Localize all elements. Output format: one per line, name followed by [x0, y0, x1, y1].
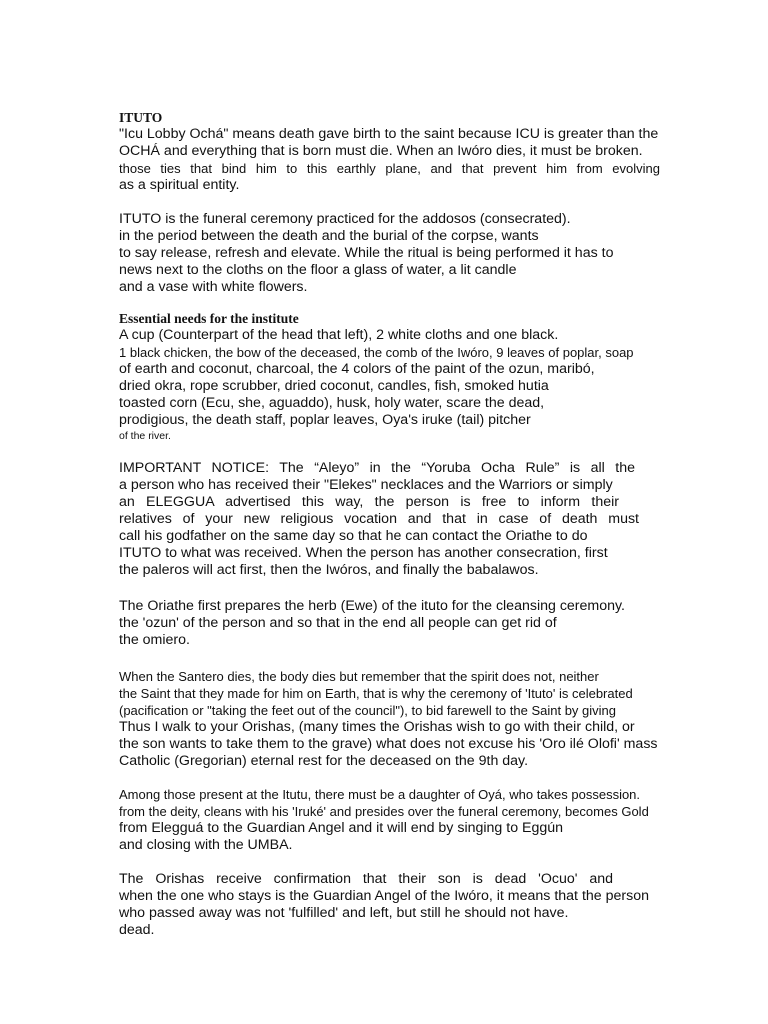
text-line: (pacification or "taking the feet out of the council"), to bid farewell to the Saint by giving	[119, 703, 617, 718]
text-line: those ties that bind him to this earthly plane, and that prevent him from evolving	[119, 161, 660, 176]
orishas-confirmation-paragraph	[119, 871, 719, 939]
text-line: the omiero.	[119, 632, 190, 648]
text-line: When the Santero dies, the body dies but remember that the spirit does not, neither	[119, 669, 599, 684]
text-line: OCHÁ and everything that is born must die. When an Iwóro dies, it must be broken.	[119, 143, 643, 159]
intro-paragraph	[119, 126, 719, 194]
text-line: the 'ozun' of the person and so that in the end all people can get rid of	[119, 615, 557, 631]
section-subheading: Essential needs for the institute	[119, 311, 299, 326]
text-line: A cup (Counterpart of the head that left), 2 white cloths and one black.	[119, 327, 559, 343]
text-line: the Saint that they made for him on Earth, that is why the ceremony of 'Ituto' is celebrated	[119, 686, 633, 701]
text-line: from Elegguá to the Guardian Angel and it will end by singing to Eggún	[119, 820, 564, 836]
text-line: "Icu Lobby Ochá" means death gave birth to the saint because ICU is greater than the	[119, 126, 659, 142]
text-line: ITUTO is the funeral ceremony practiced for the addosos (consecrated).	[119, 211, 571, 227]
text-line: toasted corn (Ecu, she, aguaddo), husk, holy water, scare the dead,	[119, 395, 545, 411]
text-line: the son wants to take them to the grave) what does not excuse his 'Oro ilé Olofi' mass	[119, 736, 658, 752]
text-line: when the one who stays is the Guardian Angel of the Iwóro, it means that the person	[119, 888, 649, 904]
text-line: from the deity, cleans with his 'Iruké' and presides over the funeral ceremony, becomes Gold	[119, 804, 649, 819]
text-line: and closing with the UMBA.	[119, 837, 293, 853]
text-line: who passed away was not 'fulfilled' and left, but still he should not have.	[119, 905, 569, 921]
text-line: ITUTO to what was received. When the person has another consecration, first	[119, 545, 608, 561]
text-line: as a spiritual entity.	[119, 177, 240, 193]
text-line: in the period between the death and the burial of the corpse, wants	[119, 228, 539, 244]
text-line: relatives of your new religious vocation and that in case of death must	[119, 511, 639, 527]
text-line: of the river.	[119, 430, 171, 442]
santero-paragraph	[119, 668, 719, 770]
text-line: prodigious, the death staff, poplar leaves, Oya's iruke (tail) pitcher	[119, 412, 531, 428]
text-line: IMPORTANT NOTICE: The “Aleyo” in the “Yoruba Ocha Rule” is all the	[119, 460, 635, 476]
text-line: and a vase with white flowers.	[119, 279, 308, 295]
text-line: dead.	[119, 922, 155, 938]
oya-paragraph	[119, 786, 719, 854]
text-line: call his godfather on the same day so that he can contact the Oriathe to do	[119, 528, 588, 544]
text-line: Catholic (Gregorian) eternal rest for the deceased on the 9th day.	[119, 753, 529, 769]
text-line: the paleros will act first, then the Iwóros, and finally the babalawos.	[119, 562, 539, 578]
oriathe-paragraph	[119, 598, 719, 649]
essential-needs-list	[119, 327, 719, 443]
text-line: to say release, refresh and elevate. While the ritual is being performed it has to	[119, 245, 614, 261]
text-line: news next to the cloths on the floor a glass of water, a lit candle	[119, 262, 517, 278]
text-line: The Oriathe first prepares the herb (Ewe) of the ituto for the cleansing ceremony.	[119, 598, 626, 614]
document-page	[119, 110, 719, 939]
document-title: ITUTO	[119, 110, 163, 125]
ituto-definition-paragraph	[119, 211, 719, 296]
text-line: an ELEGGUA advertised this way, the person is free to inform their	[119, 494, 619, 510]
text-line: Thus I walk to your Orishas, (many times the Orishas wish to go with their child, or	[119, 719, 635, 735]
text-line: Among those present at the Itutu, there must be a daughter of Oyá, who takes possession.	[119, 787, 641, 802]
text-line: 1 black chicken, the bow of the deceased, the comb of the Iwóro, 9 leaves of poplar, soap	[119, 345, 634, 360]
important-notice-paragraph	[119, 460, 719, 579]
text-line: dried okra, rope scrubber, dried coconut, candles, fish, smoked hutia	[119, 378, 549, 394]
text-line: of earth and coconut, charcoal, the 4 colors of the paint of the ozun, maribó,	[119, 361, 595, 377]
text-line: a person who has received their "Elekes" necklaces and the Warriors or simply	[119, 477, 613, 493]
text-line: The Orishas receive confirmation that their son is dead 'Ocuo' and	[119, 871, 613, 887]
